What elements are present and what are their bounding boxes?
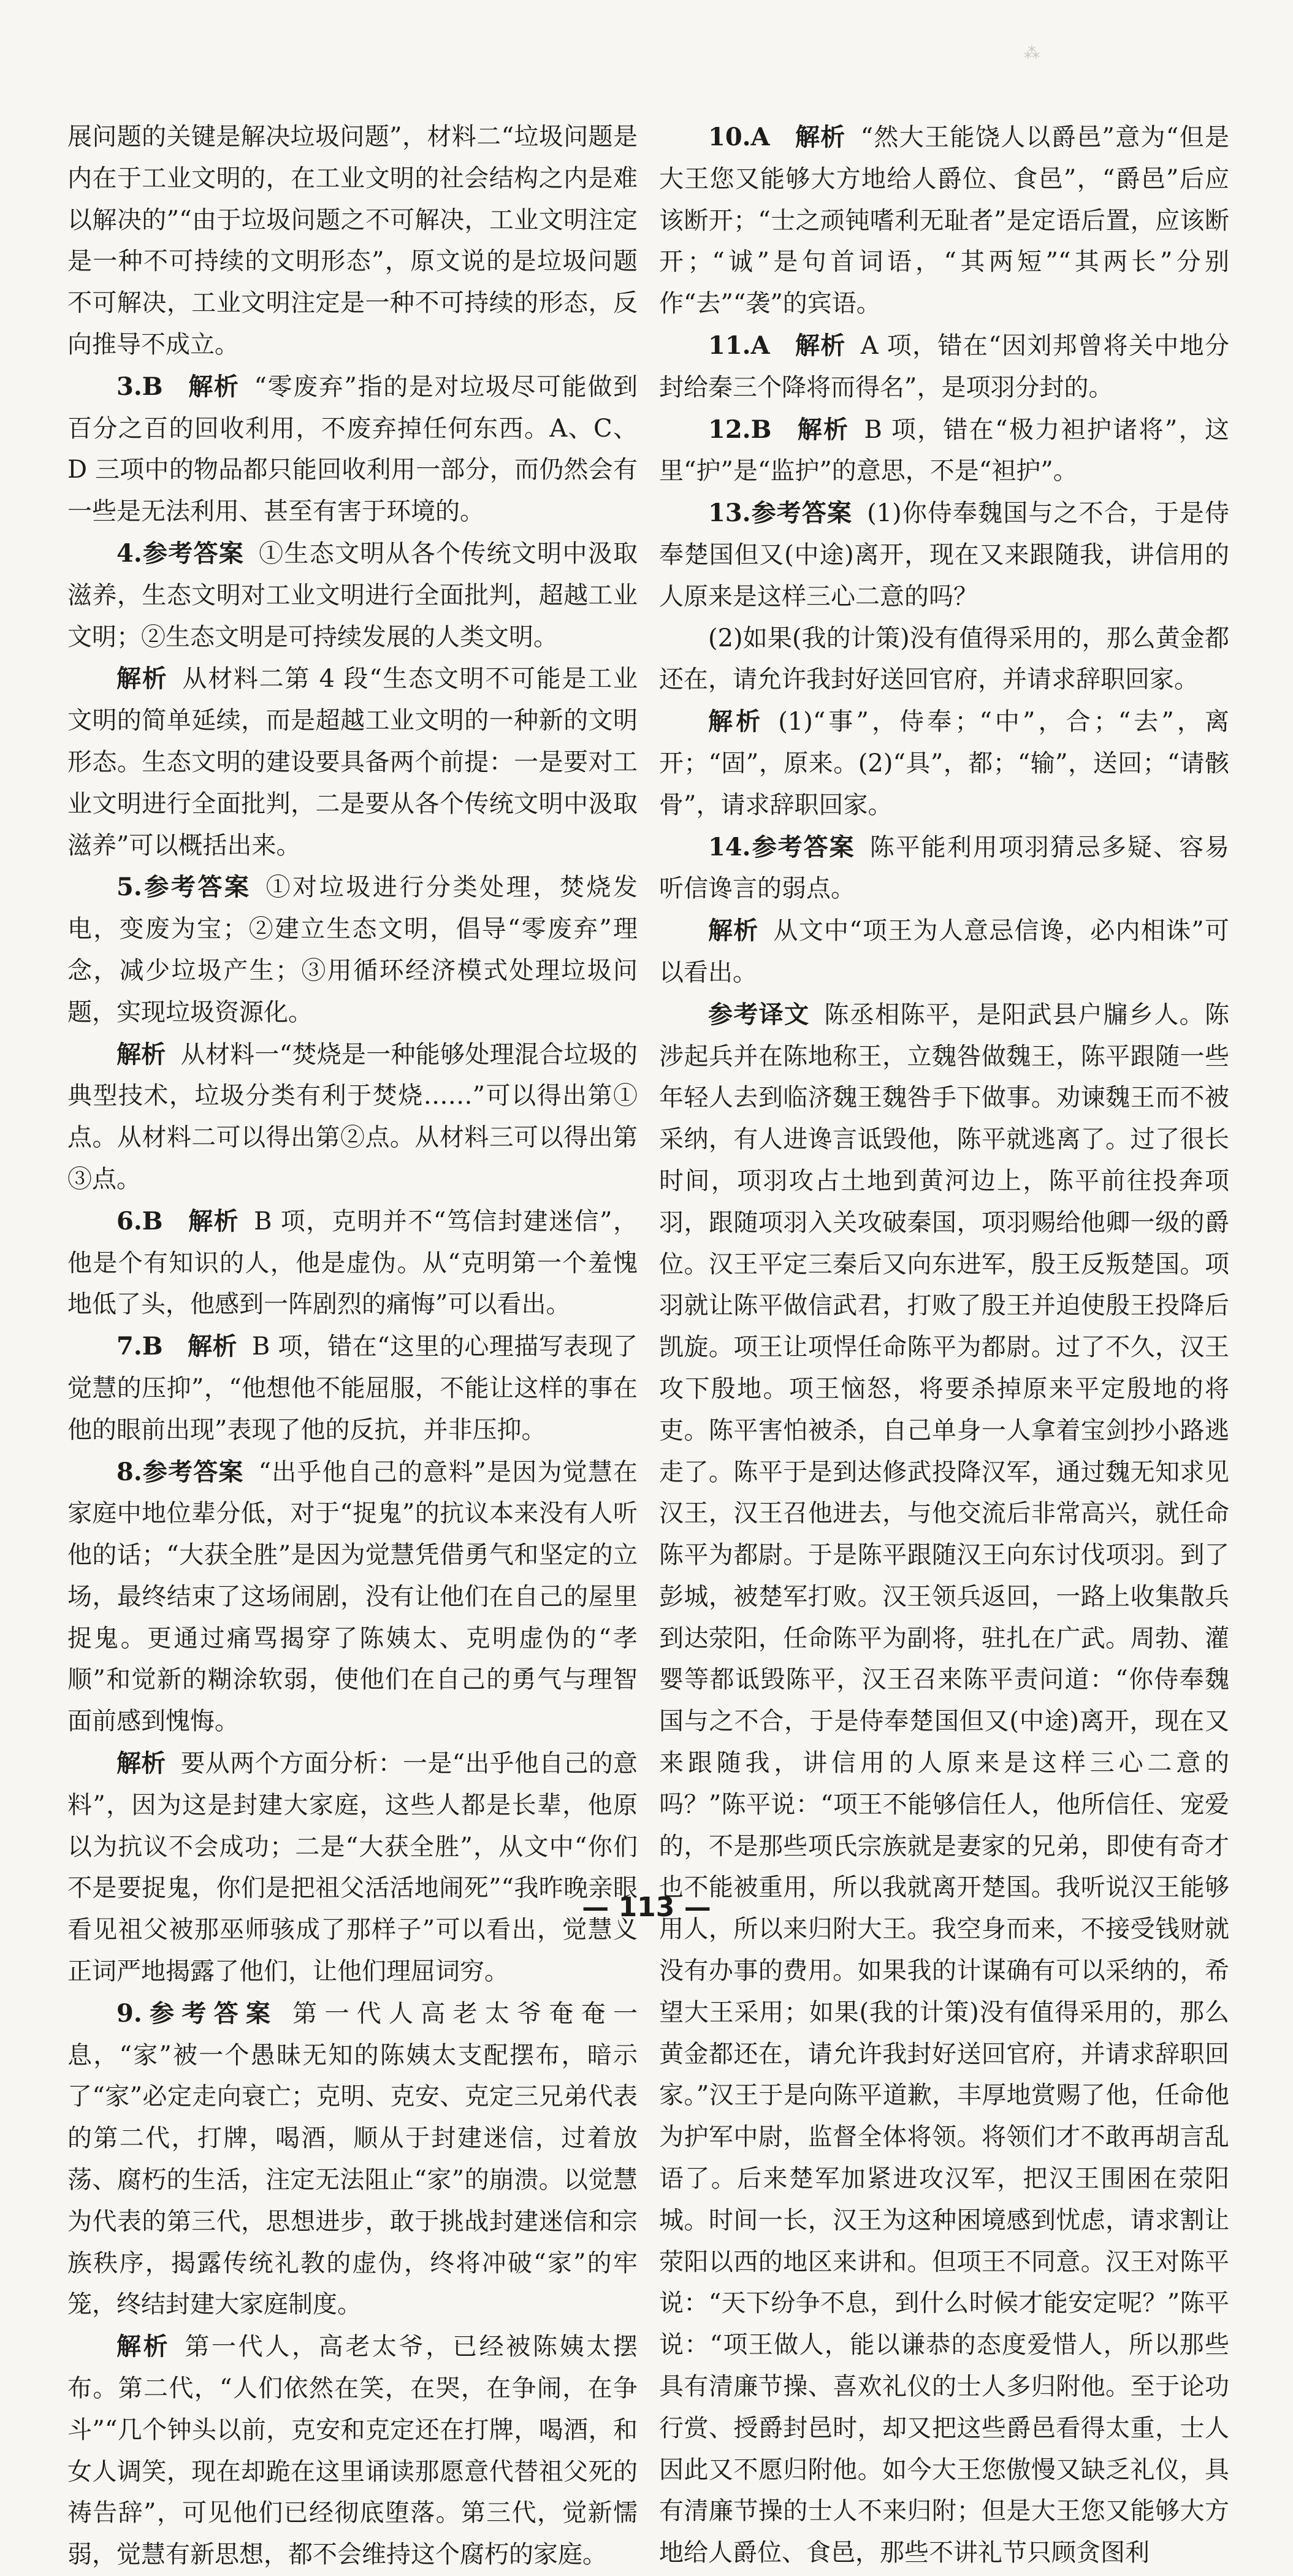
answer-9-text: 第一代人高老太爷奄奄一息，“家”被一个愚昧无知的陈姨太支配摆布，暗示了“家”必定走向衰亡；克明、克安、克定三兄弟代表的第二代，打牌，喝酒，顺从于封建迷信，过着放荡、腐朽的生活，注定无法阻止“家”的崩溃。以觉慧为代表的第三代，思想进步，敢于挑战封建迷信和宗族秩序，揭露传统礼教的虚伪，终将冲破“家”的牢笼，终结封建大家庭制度。 — [67, 1999, 638, 2319]
answer-3 — [67, 366, 638, 533]
answer-8-analysis — [67, 1743, 638, 1993]
answer-10-text: “然大王能饶人以爵邑”意为“但是大王您又能够大方地给人爵位、食邑”，“爵邑”后应该断开；“士之顽钝嗜利无耻者”是定语后置，应该断开；“诚”是句首词语，“其两短”“其两长”分别作“去”“袭”的宾语。 — [659, 123, 1230, 318]
page-top-mark: ⁂ — [1024, 44, 1040, 63]
reference-translation — [659, 994, 1229, 2574]
answer-12 — [659, 409, 1229, 493]
left-column — [67, 117, 638, 2576]
answer-11-text: A 项，错在“因刘邦曾将关中地分封给秦三个降将而得名”，是项羽分封的。 — [659, 331, 1229, 402]
answer-4 — [67, 533, 638, 658]
answer-6 — [67, 1201, 638, 1326]
answer-7 — [67, 1326, 638, 1451]
answer-11 — [659, 325, 1229, 409]
answer-4-text: ①生态文明从各个传统文明中汲取滋养，生态文明对工业文明进行全面批判，超越工业文明；②生态文明是可持续发展的人类文明。 — [67, 539, 638, 651]
answer-6-number: 6.B — [116, 1206, 163, 1236]
paragraph-continued: 展问题的关键是解决垃圾问题”，材料二“垃圾问题是内在于工业文明的，在工业文明的社会结构之内是难以解决的”“由于垃圾问题之不可解决，工业文明注定是一种不可持续的文明形态”，原文说的是垃圾问题不可解决，工业文明注定是一种不可持续的形态，反向推导不成立。 — [67, 123, 638, 359]
answer-4-analysis-label: 解析 — [116, 664, 168, 694]
answer-14 — [659, 827, 1229, 911]
page-number: — 113 — — [582, 1892, 711, 1923]
answer-8-analysis-label: 解析 — [116, 1749, 166, 1778]
answer-13-analysis — [659, 701, 1229, 826]
answer-13-analysis-text: (1)“事”，侍奉；“中”，合；“去”，离开；“固”，原来。(2)“具”，都；“输”，送回；“请骸骨”，请求辞职回家。 — [659, 708, 1230, 819]
answer-9-analysis-text: 第一代人，高老太爷，已经被陈姨太摆布。第二代，“人们依然在笑，在哭，在争闹，在争斗”“几个钟头以前，克安和克定还在打牌，喝酒，和女人调笑，现在却跪在这里诵读那愿意代替祖父死的祷告辞”，可见他们已经彻底堕落。第三代，觉新懦弱，觉慧有新思想，都不会维持这个腐朽的家庭。 — [67, 2333, 638, 2569]
answer-6-text: B 项，克明并不“笃信封建迷信”，他是个有知识的人，他是虚伪。从“克明第一个羞愧地低了头，他感到一阵剧烈的痛悔”可以看出。 — [67, 1207, 638, 1319]
answer-14-label: 14.参考答案 — [708, 832, 855, 862]
answer-12-analysis-label: 解析 — [796, 415, 850, 444]
right-column — [659, 117, 1229, 2574]
answer-12-number: 12.B — [708, 415, 772, 444]
answer-5 — [67, 866, 638, 1033]
reference-translation-label: 参考译文 — [708, 999, 810, 1029]
answer-14-analysis-label: 解析 — [708, 916, 759, 946]
answer-9-label: 9.参考答案 — [116, 1998, 278, 2028]
answer-3-text: “零废弃”指的是对垃圾尽可能做到百分之百的回收利用，不废弃掉任何东西。A、C、D 三项中的物品都只能回收利用一部分，而仍然会有一些是无法利用、甚至有害于环境的。 — [67, 372, 638, 526]
answer-13 — [659, 492, 1229, 617]
answer-4-label: 4.参考答案 — [116, 538, 245, 568]
answer-11-analysis-label: 解析 — [794, 331, 846, 360]
answer-14-analysis — [659, 910, 1229, 994]
answer-11-number: 11.A — [708, 331, 770, 360]
answer-8-label: 8.参考答案 — [116, 1457, 244, 1486]
answer-13-analysis-label: 解析 — [708, 707, 764, 736]
answer-4-analysis-text: 从材料二第 4 段“生态文明不可能是工业文明的简单延续，而是超越工业文明的一种新的文明形态。生态文明的建设要具备两个前提：一是要对工业文明进行全面批判，二是要从各个传统文明中汲取滋养”可以概括出来。 — [67, 665, 638, 860]
answer-10-analysis-label: 解析 — [794, 123, 846, 151]
answer-7-text: B 项，错在“这里的心理描写表现了觉慧的压抑”，“他想他不能屈服，不能让这样的事在他的眼前出现”表现了他的反抗，并非压抑。 — [67, 1332, 638, 1444]
answer-9-analysis — [67, 2326, 638, 2576]
answer-9-analysis-label: 解析 — [116, 2332, 170, 2361]
answer-7-analysis-label: 解析 — [187, 1332, 237, 1361]
answer-13-text-1: (1)你侍奉魏国与之不合，于是侍奉楚国但又(中途)离开，现在又来跟随我，讲信用的人原来是这样三心二意的吗？ — [659, 499, 1229, 611]
answer-12-text: B 项，错在“极力袒护诸将”，这里“护”是“监护”的意思，不是“袒护”。 — [659, 415, 1229, 486]
answer-13-label: 13.参考答案 — [708, 499, 853, 528]
answer-5-analysis-text: 从材料一“焚烧是一种能够处理混合垃圾的典型技术，垃圾分类有利于焚烧……”可以得出第①点。从材料二可以得出第②点。从材料三可以得出第③点。 — [67, 1040, 638, 1193]
answer-5-text: ①对垃圾进行分类处理，焚烧发电，变废为宝；②建立生态文明，倡导“零废弃”理念，减少垃圾产生；③用循环经济模式处理垃圾问题，实现垃圾资源化。 — [67, 873, 638, 1026]
answer-14-text: 陈平能利用项羽猜忌多疑、容易听信谗言的弱点。 — [659, 833, 1229, 903]
answer-3-number: 3.B — [116, 372, 163, 401]
answer-6-analysis-label: 解析 — [187, 1206, 240, 1236]
answer-5-analysis — [67, 1034, 638, 1201]
answer-7-number: 7.B — [116, 1332, 163, 1361]
answer-10 — [659, 117, 1229, 325]
answer-9 — [67, 1993, 638, 2326]
answer-8-analysis-text: 要从两个方面分析：一是“出乎他自己的意料”，因为这是封建大家庭，这些人都是长辈，他原以为抗议不会成功；二是“大获全胜”，从文中“你们不是要捉鬼，你们是把祖父活活地闹死”“我昨晚亲眼看见祖父被那巫师骇成了那样子”可以看出，觉慧义正词严地揭露了他们，让他们理屈词穷。 — [67, 1749, 638, 1986]
answer-5-label: 5.参考答案 — [116, 873, 251, 902]
answer-13-part-2: (2)如果(我的计策)没有值得采用的，那么黄金都还在，请允许我封好送回官府，并请求辞职回家。 — [659, 624, 1229, 694]
answer-10-number: 10.A — [708, 123, 770, 151]
answer-14-analysis-text: 从文中“项王为人意忌信谗，必内相诛”可以看出。 — [659, 917, 1229, 987]
answer-8-text: “出乎他自己的意料”是因为觉慧在家庭中地位辈分低，对于“捉鬼”的抗议本来没有人听他的话；“大获全胜”是因为觉慧凭借勇气和坚定的立场，最终结束了这场闹剧，没有让他们在自己的屋里捉鬼。更通过痛骂揭穿了陈姨太、克明虚伪的“孝顺”和觉新的糊涂软弱，使他们在自己的勇气与理智面前感到愧悔。 — [67, 1458, 638, 1736]
answer-8 — [67, 1451, 638, 1743]
reference-translation-text: 陈丞相陈平，是阳武县户牖乡人。陈涉起兵并在陈地称王，立魏咎做魏王，陈平跟随一些年轻人去到临济魏王魏咎手下做事。劝谏魏王而不被采纳，有人进谗言诋毁他，陈平就逃离了。过了很长时间，项羽攻占土地到黄河边上，陈平前往投奔项羽，跟随项羽入关攻破秦国，项羽赐给他卿一级的爵位。汉王平定三秦后又向东进军，殷王反叛楚国。项羽就让陈平做信武君，打败了殷王并迫使殷王投降后凯旋。项王让项悍任命陈平为都尉。过了不久，汉王攻下殷地。项王恼怒，将要杀掉原来平定殷地的将吏。陈平害怕被杀，自己单身一人拿着宝剑抄小路逃走了。陈平于是到达修武投降汉军，通过魏无知求见汉王，汉王召他进去，与他交流后非常高兴，就任命陈平为都尉。于是陈平跟随汉王向东讨伐项羽。到了彭城，被楚军打败。汉王领兵返回，一路上收集散兵到达荥阳，任命陈平为副将，驻扎在广武。周勃、灌婴等都诋毁陈平，汉王召来陈平责问道：“你侍奉魏国与之不合，于是侍奉楚国但又(中途)离开，现在又来跟随我，讲信用的人原来是这样三心二意的吗？”陈平说：“项王不能够信任人，他所信任、宠爱的，不是那些项氏宗族就是妻家的兄弟，即使有奇才也不能被重用，所以我就离开楚国。我听说汉王能够用人，所以来归附大王。我空身而来，不接受钱财就没有办事的费用。如果我的计谋确有可以采纳的，希望大王采用；如果(我的计策)没有值得采用的，那么黄金都还在，请允许我封好送回官府，并请求辞职回家。”汉王于是向陈平道歉，丰厚地赏赐了他，任命他为护军中尉，监督全体将领。将领们才不敢再胡言乱语了。后来楚军加紧进攻汉军，把汉王围困在荥阳城。时间一长，汉王为这种困境感到忧虑，请求割让荥阳以西的地区来讲和。但项王不同意。汉王对陈平说：“天下纷争不息，到什么时候才能安定呢？”陈平说：“项王做人，能以谦恭的态度爱惜人，所以那些具有清廉节操、喜欢礼仪的士人多归附他。至于论功行赏、授爵封邑时，却又把这些爵邑看得太重，士人因此又不愿归附他。如今大王您傲慢又缺乏礼仪，具有清廉节操的士人不来归附；但是大王您又能够大方地给人爵位、食邑，那些不讲礼节只顾贪图利 — [659, 1000, 1230, 2567]
answer-3-analysis-label: 解析 — [187, 372, 240, 401]
answer-4-analysis — [67, 658, 638, 866]
answer-5-analysis-label: 解析 — [116, 1039, 166, 1069]
